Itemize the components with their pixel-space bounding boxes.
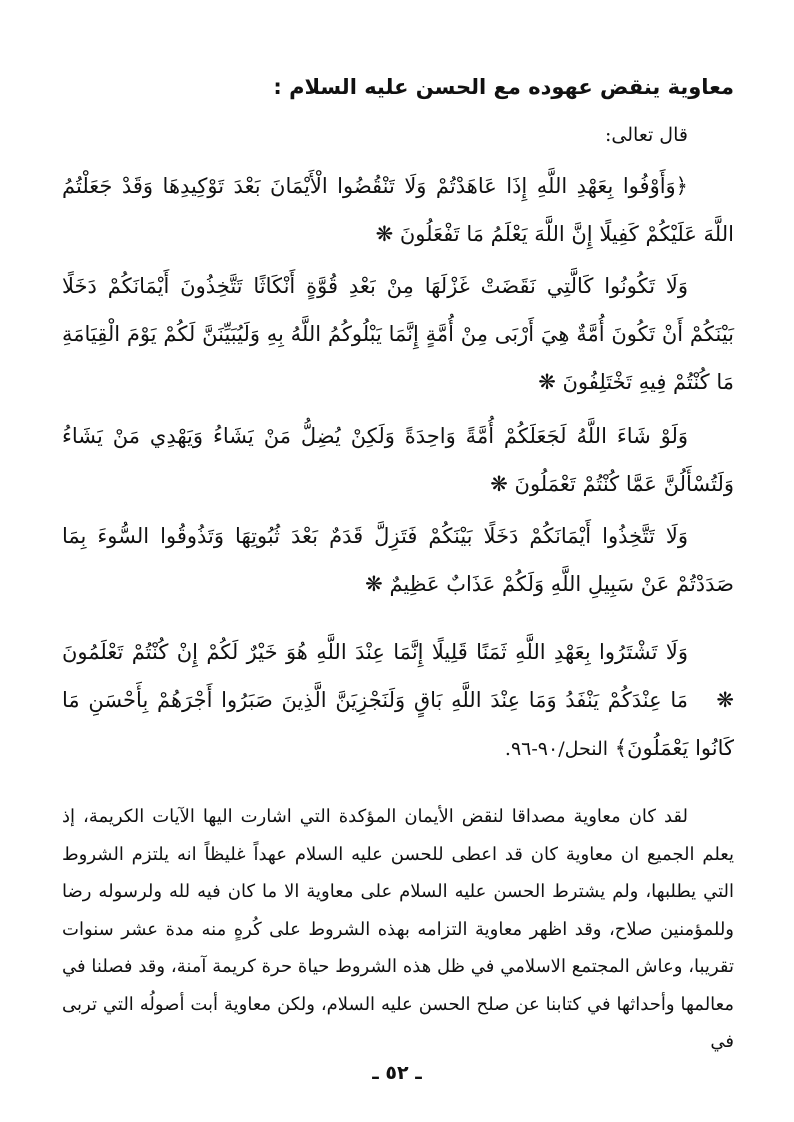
page-number: ـ ٥٢ ـ bbox=[372, 1062, 422, 1084]
body-paragraph: لقد كان معاوية مصداقا لنقض الأيمان المؤكدة التي اشارت اليها الآيات الكريمة، إذ يعلم الجميع ان معاوية كان قد اعطى للحسن عليه السلام عهداً غليظاً انه يلتزم الشروط التي يطلبها، ولم يشترط الحسن عليه السلام على معاوية الا ما كان فيه لله ولرسوله رضا وللمؤمنين صلاح، وقد اظهر معاوية التزامه بهذه الشروط على كُرهٍ منه مدة عشر سنوات تقريبا، وعاش المجتمع الاسلامي في ظل هذه الشروط حياة حرة كريمة آمنة، وقد فصلنا في معالمها وأحداثها في كتابنا عن صلح الحسن عليه السلام، ولكن معاوية أبت أصولُه التي تربى في bbox=[62, 806, 734, 1052]
verse-intro: قال تعالى: bbox=[605, 124, 688, 146]
quran-verse-1: ﴿وَأَوْفُوا بِعَهْدِ اللَّهِ إِذَا عَاهَدْتُمْ وَلَا تَنْقُضُوا الْأَيْمَانَ بَعْدَ تَوْكِيدِهَا وَقَدْ جَعَلْتُمُ اللَّهَ عَلَيْكُمْ كَفِيلًا إِنَّ اللَّهَ يَعْلَمُ مَا تَفْعَلُونَ ❋ bbox=[62, 174, 734, 246]
quran-verse-6-text: مَا عِنْدَكُمْ يَنْفَدُ وَمَا عِنْدَ اللَّهِ بَاقٍ وَلَنَجْزِيَنَّ الَّذِينَ صَبَرُوا أَجْرَهُمْ بِأَحْسَنِ مَا كَانُوا يَعْمَلُونَ﴾ bbox=[62, 688, 734, 760]
quran-verse-4: وَلَا تَتَّخِذُوا أَيْمَانَكُمْ دَخَلًا بَيْنَكُمْ فَتَزِلَّ قَدَمٌ بَعْدَ ثُبُوتِهَا وَتَذُوقُوا السُّوءَ بِمَا صَدَدْتُمْ عَنْ سَبِيلِ اللَّهِ وَلَكُمْ عَذَابٌ عَظِيمٌ ❋ bbox=[62, 524, 734, 596]
book-page bbox=[62, 58, 734, 1098]
verse-source-reference: النحل/٩٠-٩٦. bbox=[504, 738, 609, 760]
quran-verse-2: وَلَا تَكُونُوا كَالَّتِي نَقَضَتْ غَزْلَهَا مِنْ بَعْدِ قُوَّةٍ أَنْكَاثًا تَتَّخِذُونَ أَيْمَانَكُمْ دَخَلًا بَيْنَكُمْ أَنْ تَكُونَ أُمَّةٌ هِيَ أَرْبَى مِنْ أُمَّةٍ إِنَّمَا يَبْلُوكُمُ اللَّهُ بِهِ وَلَيُبَيِّنَنَّ لَكُمْ يَوْمَ الْقِيَامَةِ مَا كُنْتُمْ فِيهِ تَخْتَلِفُونَ ❋ bbox=[62, 274, 734, 394]
quran-verse-3: وَلَوْ شَاءَ اللَّهُ لَجَعَلَكُمْ أُمَّةً وَاحِدَةً وَلَكِنْ يُضِلُّ مَنْ يَشَاءُ وَيَهْدِي مَنْ يَشَاءُ وَلَتُسْأَلُنَّ عَمَّا كُنْتُمْ تَعْمَلُونَ ❋ bbox=[62, 424, 734, 496]
quran-verse-5: وَلَا تَشْتَرُوا بِعَهْدِ اللَّهِ ثَمَنًا قَلِيلًا إِنَّمَا عِنْدَ اللَّهِ هُوَ خَيْرٌ لَكُمْ إِنْ كُنْتُمْ تَعْلَمُونَ ❋ bbox=[62, 640, 734, 712]
section-heading: معاوية ينقض عهوده مع الحسن عليه السلام : bbox=[273, 75, 734, 99]
quran-verse-6 bbox=[62, 676, 734, 773]
